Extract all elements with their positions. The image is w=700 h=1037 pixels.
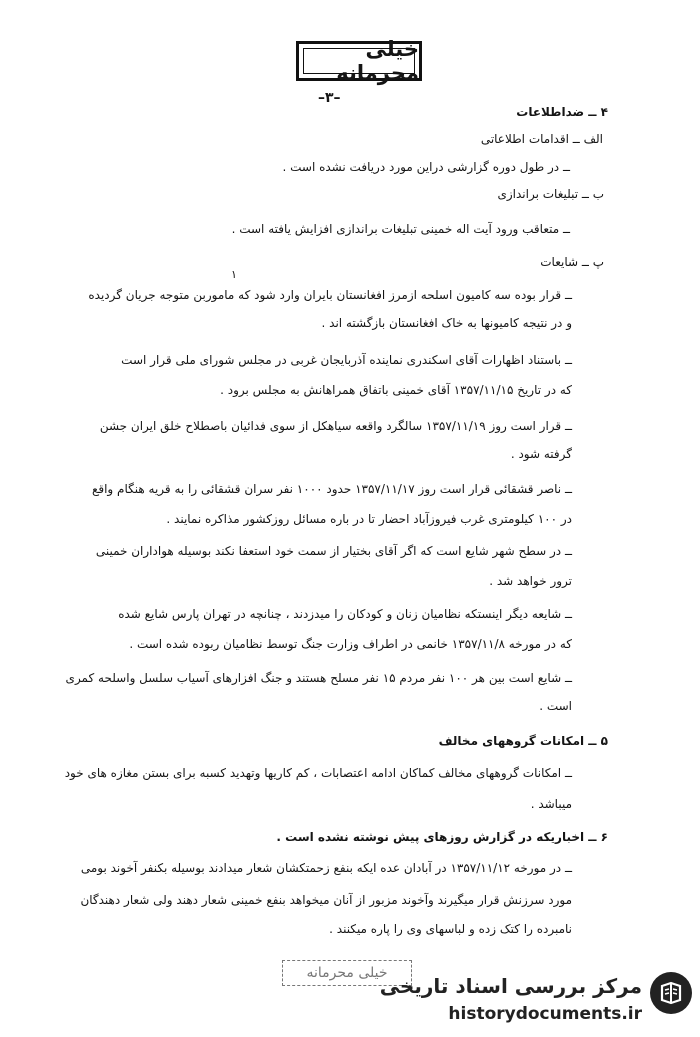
margin-mark: ۱: [231, 268, 237, 281]
text-line: که در مورخه ۱۳۵۷/۱۱/۸ خانمی در اطراف وزارت جنگ توسط نظامیان ربوده شده است .: [129, 637, 572, 651]
text-line: ــ شایع است بین هر ۱۰۰ نفر مردم ۱۵ نفر مسلح هستند و جنگ افزارهای آسیاب سلسل واسلحه کمری: [65, 671, 572, 685]
archive-logo-icon: [650, 972, 692, 1014]
text-line: ــ شایعه دیگر اینستکه نظامیان زنان و کودکان را میدزدند ، چنانچه در تهران پارس شایع شده: [118, 607, 572, 621]
text-line: نامبرده را کتک زده و لباسهای وی را پاره میکنند .: [329, 922, 572, 936]
subsection-a-heading: الف ــ اقدامات اطلاعاتی: [480, 132, 603, 146]
watermark-url: historydocuments.ir: [448, 1004, 642, 1024]
footer-stamp-text: خیلی محرمانه: [306, 965, 388, 981]
text-line: ــ در سطح شهر شایع است که اگر آقای بختیار از سمت خود استعفا نکند بوسیله هواداران خمینی: [95, 544, 572, 558]
text-line: و در نتیجه کامیونها به خاک افغانستان بازگشته اند .: [321, 316, 572, 330]
section-5-heading: ۵ ــ امکانات گروههای مخالف: [438, 734, 608, 748]
classification-stamp-text: خیلی محرمانه: [336, 37, 419, 85]
watermark-title: مرکز بررسی اسناد تاریخی: [379, 974, 642, 998]
text-line: که در تاریخ ۱۳۵۷/۱۱/۱۵ آقای خمینی باتفاق همراهانش به مجلس برود .: [220, 383, 572, 397]
text-line: ــ در طول دوره گزارشی دراین مورد دریافت نشده است .: [282, 160, 570, 174]
subsection-p-heading: پ ــ شایعات: [540, 255, 604, 269]
text-line: ترور خواهد شد .: [489, 574, 572, 588]
text-line: ــ در مورخه ۱۳۵۷/۱۱/۱۲ در آبادان عده ایکه بنفع زحمتکشان شعار میدادند بوسیله بکنفر آخوند بومی: [80, 861, 572, 875]
text-line: ــ ناصر قشقائی قرار است روز ۱۳۵۷/۱۱/۱۷ حدود ۱۰۰۰ نفر سران قشقائی را به قریه هنگام واقع: [91, 482, 572, 496]
page-number: –۳–: [318, 90, 341, 106]
text-line: است .: [539, 699, 572, 713]
text-line: مورد سرزنش قرار میگیرند وآخوند مزبور از آنان میخواهد بنفع خمینی شعار دهند ولی شعار دهندگان: [80, 893, 572, 907]
text-line: ــ باستناد اظهارات آقای اسکندری نماینده آذربایجان غربی در مجلس شورای ملی قرار است: [121, 353, 572, 367]
section-4-heading: ۴ ــ ضداطلاعات: [516, 105, 608, 119]
text-line: میباشد .: [530, 797, 572, 811]
text-line: ــ قرار بوده سه کامیون اسلحه ازمرز افغانستان بایران وارد شود که ماموربن متوجه جریان گردیده: [88, 288, 572, 302]
text-line: گرفته شود .: [510, 447, 572, 461]
subsection-b-heading: ب ــ تبلیغات براندازی: [497, 187, 604, 201]
text-line: ــ قرار است روز ۱۳۵۷/۱۱/۱۹ سالگرد واقعه سیاهکل از سوی فدائیان باصطلاح خلق ایران جشن: [99, 419, 572, 433]
text-line: ــ امکانات گروههای مخالف کماکان ادامه اعتصابات ، کم کاریها وتهدید کسبه برای بستن مغازه های خود: [64, 766, 572, 780]
text-line: ــ متعاقب ورود آیت اله خمینی تبلیغات براندازی افزایش یافته است .: [231, 222, 570, 236]
text-line: در ۱۰۰ کیلومتری غرب فیروزآباد احضار تا در باره مسائل روزکشور مذاکره نمایند .: [166, 512, 572, 526]
archive-watermark: [379, 970, 692, 1032]
classification-stamp: [296, 37, 422, 85]
section-6-heading: ۶ ــ اخباریکه در گزارش روزهای پیش نوشته نشده است .: [276, 830, 608, 844]
